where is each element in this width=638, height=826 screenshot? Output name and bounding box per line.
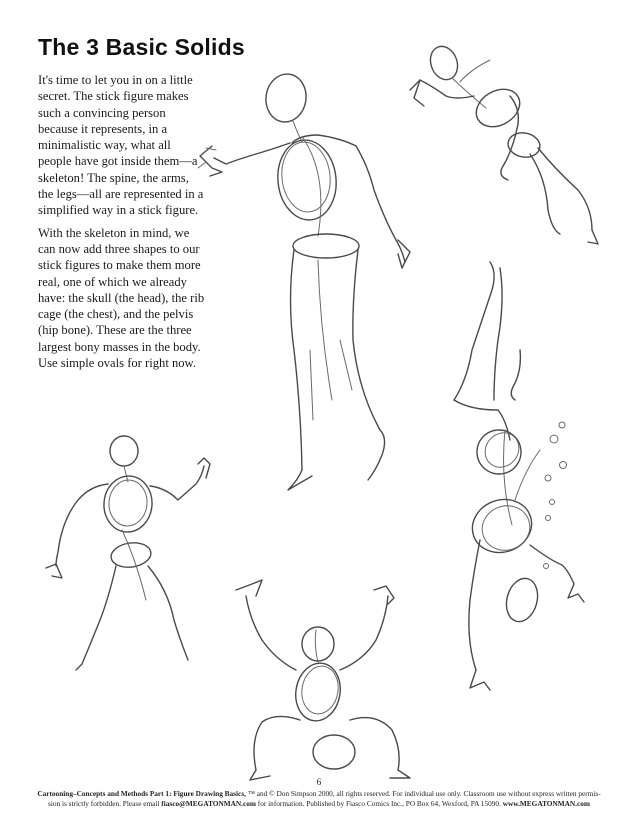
copyright-footer (20, 789, 618, 809)
standing-figure-sketch (198, 71, 410, 490)
footer-line2-start: sion is strictly forbidden. Please email (48, 799, 162, 808)
paragraph-solids: With the skeleton in mind, we can now add three shapes to our stick figures to make them more real, one of which we already have: the skull (the head), the rib cage (the chest), and the pelvis (hip bone). These are the three largest bony masses in the body. Use simple ovals for right now. (38, 225, 205, 371)
footer-line2-mid: for information. Published by Fiasco Comics Inc., PO Box 64, Wexford, PA 15090. (255, 799, 503, 808)
footer-website-link[interactable]: www.MEGATONMAN.com (502, 799, 590, 808)
crouching-figure-sketch (236, 580, 410, 780)
running-figure-sketch (410, 43, 598, 244)
page-title: The 3 Basic Solids (38, 34, 245, 60)
dancing-figure-sketch (46, 436, 210, 670)
footer-line1: ™ and © Don Simpson 2000, all rights reserved. For individual use only. Classroom use without express written permis- (245, 789, 601, 798)
footer-email-link[interactable]: fiasco@MEGATONMAN.com (161, 799, 256, 808)
page-number: 6 (316, 777, 322, 787)
footer-book-title: Cartooning–Concepts and Methods Part 1: Figure Drawing Basics, (37, 789, 246, 798)
diving-figure-sketch (454, 262, 584, 690)
paragraph-intro: It's time to let you in on a little secret. The stick figure makes such a convincing person because it represents, in a minimalistic way, what all people have got inside them—a skeleton! The spine, the arms, the legs—all are represented in a simplified way in a stick figure. (38, 73, 204, 218)
